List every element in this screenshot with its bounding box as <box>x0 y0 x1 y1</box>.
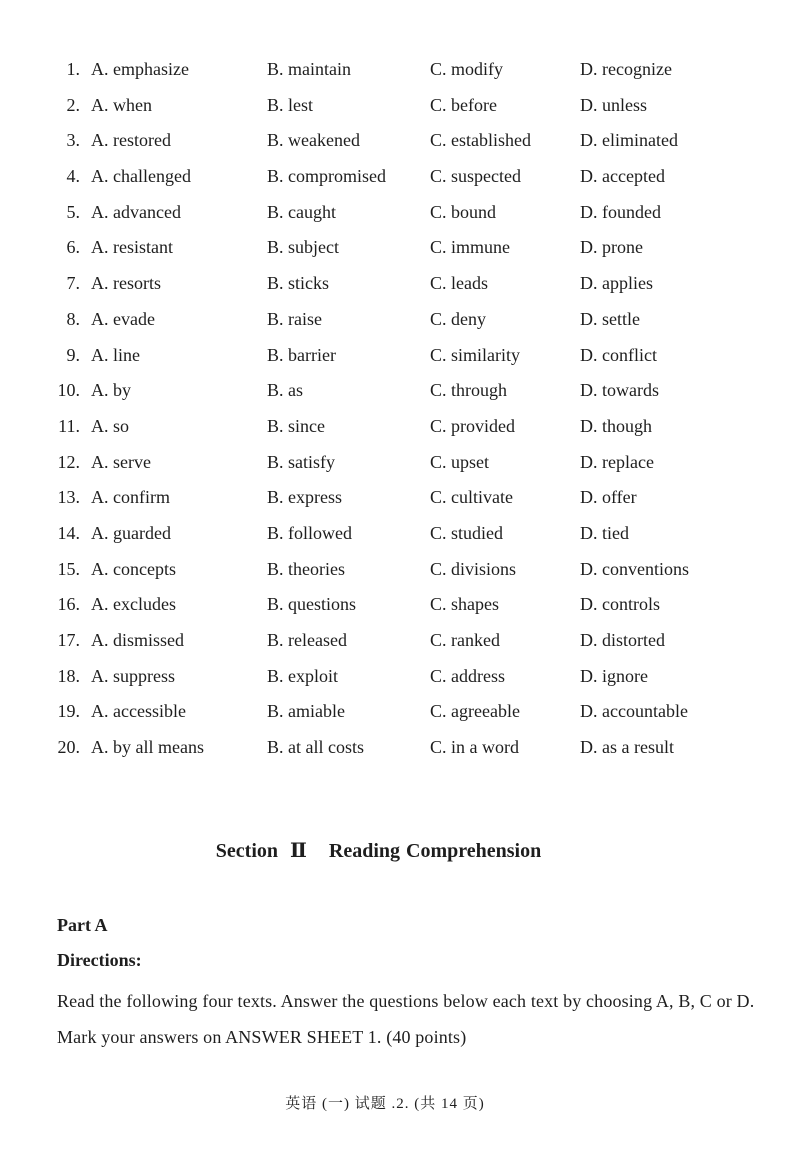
section-number: Ⅱ <box>290 840 307 862</box>
option-b: B. questions <box>267 594 357 615</box>
option-d: D. conflict <box>580 344 657 365</box>
option-c: C. studied <box>430 522 504 543</box>
option-b: B. followed <box>267 522 352 543</box>
question-row <box>0 123 800 159</box>
option-a: A. when <box>91 94 152 115</box>
option-b: B. theories <box>267 558 345 579</box>
option-a: A. by all means <box>91 737 204 758</box>
question-number: 16. <box>57 594 80 615</box>
question-row <box>0 730 800 766</box>
option-b: B. as <box>267 380 303 401</box>
option-b: B. express <box>267 487 342 508</box>
option-c: C. in a word <box>430 737 519 758</box>
option-c: C. divisions <box>430 558 517 579</box>
option-b: B. barrier <box>267 344 336 365</box>
option-a: A. challenged <box>91 166 191 187</box>
option-d: D. conventions <box>580 558 689 579</box>
option-c: C. modify <box>430 59 504 79</box>
option-a: A. guarded <box>91 522 171 543</box>
question-number: 10. <box>57 380 80 401</box>
question-row <box>0 338 800 374</box>
question-number: 8. <box>66 308 80 329</box>
option-a: A. advanced <box>91 201 181 222</box>
option-c: C. immune <box>430 237 510 258</box>
question-number: 6. <box>66 237 80 258</box>
options-list <box>0 52 800 766</box>
option-d: D. distorted <box>580 630 665 650</box>
question-number: 5. <box>66 201 80 222</box>
option-d: D. unless <box>580 94 647 115</box>
option-b: B. sticks <box>267 273 330 294</box>
option-c: C. provided <box>430 415 515 436</box>
question-row <box>0 552 800 588</box>
question-row <box>0 195 800 231</box>
option-c: C. upset <box>430 451 490 472</box>
page-footer: 英语 (一) 试题 .2. (共 14 页) <box>285 1096 485 1112</box>
option-b: B. lest <box>267 94 314 115</box>
question-number: 4. <box>66 166 80 187</box>
option-a: A. accessible <box>91 701 186 722</box>
option-d: D. recognize <box>580 59 672 79</box>
option-b: B. satisfy <box>267 451 336 472</box>
directions-heading: Directions: <box>57 950 142 970</box>
option-c: C. deny <box>430 308 486 329</box>
option-d: D. founded <box>580 201 661 222</box>
question-row <box>0 88 800 124</box>
question-row <box>0 480 800 516</box>
option-c: C. established <box>430 130 531 151</box>
option-d: D. eliminated <box>580 130 678 151</box>
question-row <box>0 52 800 88</box>
option-a: A. serve <box>91 451 151 472</box>
option-b: B. at all costs <box>267 737 364 758</box>
option-a: A. resorts <box>91 273 161 294</box>
option-b: B. since <box>267 415 325 436</box>
option-d: D. accepted <box>580 166 665 187</box>
question-number: 9. <box>66 344 80 365</box>
option-d: D. replace <box>580 451 654 472</box>
option-d: D. applies <box>580 273 653 294</box>
question-number: 1. <box>66 59 80 79</box>
question-row <box>0 623 800 659</box>
option-c: C. before <box>430 94 497 115</box>
option-c: C. agreeable <box>430 701 520 722</box>
question-row <box>0 659 800 695</box>
option-c: C. similarity <box>430 344 520 365</box>
option-d: D. ignore <box>580 665 648 686</box>
question-number: 3. <box>66 130 80 151</box>
option-d: D. as a result <box>580 737 674 758</box>
question-row <box>0 445 800 481</box>
question-row <box>0 373 800 409</box>
option-b: B. compromised <box>267 166 386 187</box>
option-a: A. so <box>91 415 130 436</box>
question-row <box>0 159 800 195</box>
option-b: B. maintain <box>267 59 351 79</box>
option-a: A. by <box>91 380 131 401</box>
option-a: A. line <box>91 344 140 365</box>
option-a: A. restored <box>91 130 171 151</box>
option-a: A. resistant <box>91 237 173 258</box>
option-a: A. confirm <box>91 487 170 508</box>
question-row <box>0 694 800 730</box>
option-c: C. ranked <box>430 630 500 650</box>
section-heading <box>0 838 757 863</box>
option-a: A. emphasize <box>91 59 189 79</box>
option-b: B. weakened <box>267 130 360 151</box>
question-row <box>0 516 800 552</box>
section-name: Reading Comprehension <box>328 840 542 862</box>
option-d: D. offer <box>580 487 637 508</box>
option-a: A. dismissed <box>91 630 185 650</box>
option-c: C. bound <box>430 201 497 222</box>
question-row <box>0 302 800 338</box>
option-c: C. leads <box>430 273 488 294</box>
option-a: A. evade <box>91 308 155 329</box>
option-d: D. controls <box>580 594 660 615</box>
question-number: 14. <box>57 522 80 543</box>
question-number: 13. <box>57 487 80 508</box>
option-d: D. settle <box>580 308 640 329</box>
question-number: 2. <box>66 94 80 115</box>
option-b: B. raise <box>267 308 322 329</box>
question-row <box>0 587 800 623</box>
option-b: B. exploit <box>267 665 338 686</box>
option-b: B. amiable <box>267 701 345 722</box>
question-number: 12. <box>57 451 80 472</box>
question-number: 20. <box>57 737 80 758</box>
section-label: Section <box>215 840 279 862</box>
question-number: 19. <box>57 701 80 722</box>
option-d: D. though <box>580 415 652 436</box>
question-number: 11. <box>58 415 80 436</box>
question-number: 7. <box>66 273 80 294</box>
option-c: C. suspected <box>430 166 521 187</box>
option-d: D. prone <box>580 237 643 258</box>
option-b: B. caught <box>267 201 336 222</box>
question-number: 17. <box>57 630 80 650</box>
option-c: C. cultivate <box>430 487 513 508</box>
option-b: B. released <box>267 630 347 650</box>
option-d: D. towards <box>580 380 659 401</box>
option-c: C. address <box>430 665 505 686</box>
option-a: A. suppress <box>91 665 175 686</box>
option-d: D. accountable <box>580 701 688 722</box>
part-heading: Part A <box>57 915 108 935</box>
option-a: A. concepts <box>91 558 176 579</box>
option-b: B. subject <box>267 237 339 258</box>
question-row <box>0 266 800 302</box>
option-d: D. tied <box>580 522 629 543</box>
option-a: A. excludes <box>91 594 176 615</box>
question-row <box>0 409 800 445</box>
question-row <box>0 230 800 266</box>
question-number: 15. <box>57 558 80 579</box>
option-c: C. through <box>430 380 508 401</box>
option-c: C. shapes <box>430 594 499 615</box>
directions-text: Read the following four texts. Answer the questions below each text by choosing A, B, C or D. Mark your answers on ANSWER SHEET 1. (40 points) <box>57 991 755 1047</box>
question-number: 18. <box>57 665 80 686</box>
